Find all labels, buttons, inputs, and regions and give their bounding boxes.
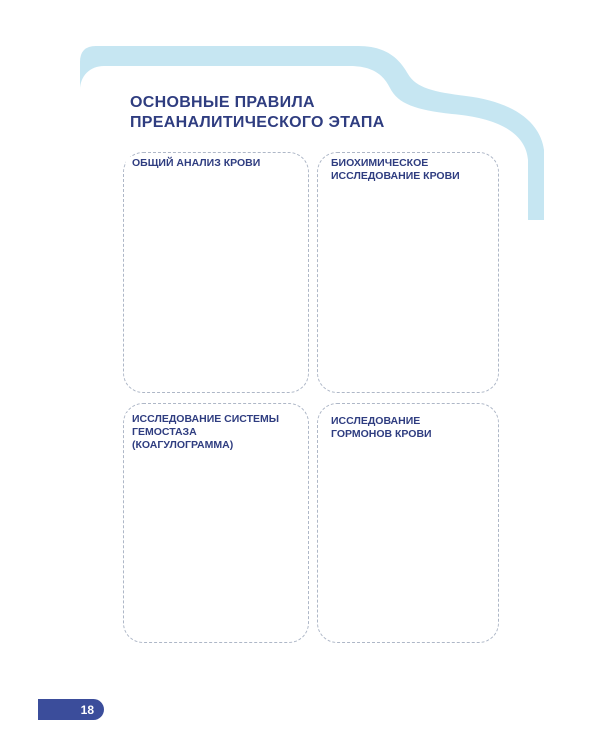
- page-title-line-2: ПРЕАНАЛИТИЧЕСКОГО ЭТАПА: [130, 114, 385, 131]
- page-number-label: 18: [80, 702, 94, 717]
- page-title: [130, 93, 430, 133]
- page-title-line-1: ОСНОВНЫЕ ПРАВИЛА: [130, 94, 315, 111]
- card-blood-test-title: ОБЩИЙ АНАЛИЗ КРОВИ: [126, 157, 266, 170]
- card-biochemistry-title: БИОХИМИЧЕСКОЕ ИССЛЕДОВАНИЕ КРОВИ: [325, 157, 466, 183]
- card-blood-test: [123, 152, 309, 393]
- card-hormones-title: ИССЛЕДОВАНИЕ ГОРМОНОВ КРОВИ: [325, 415, 438, 441]
- page-number: [38, 699, 104, 720]
- card-hemostasis-title: ИССЛЕДОВАНИЕ СИСТЕМЫ ГЕМОСТАЗА (КОАГУЛОГРАММА): [126, 413, 285, 452]
- card-biochemistry: [317, 152, 499, 393]
